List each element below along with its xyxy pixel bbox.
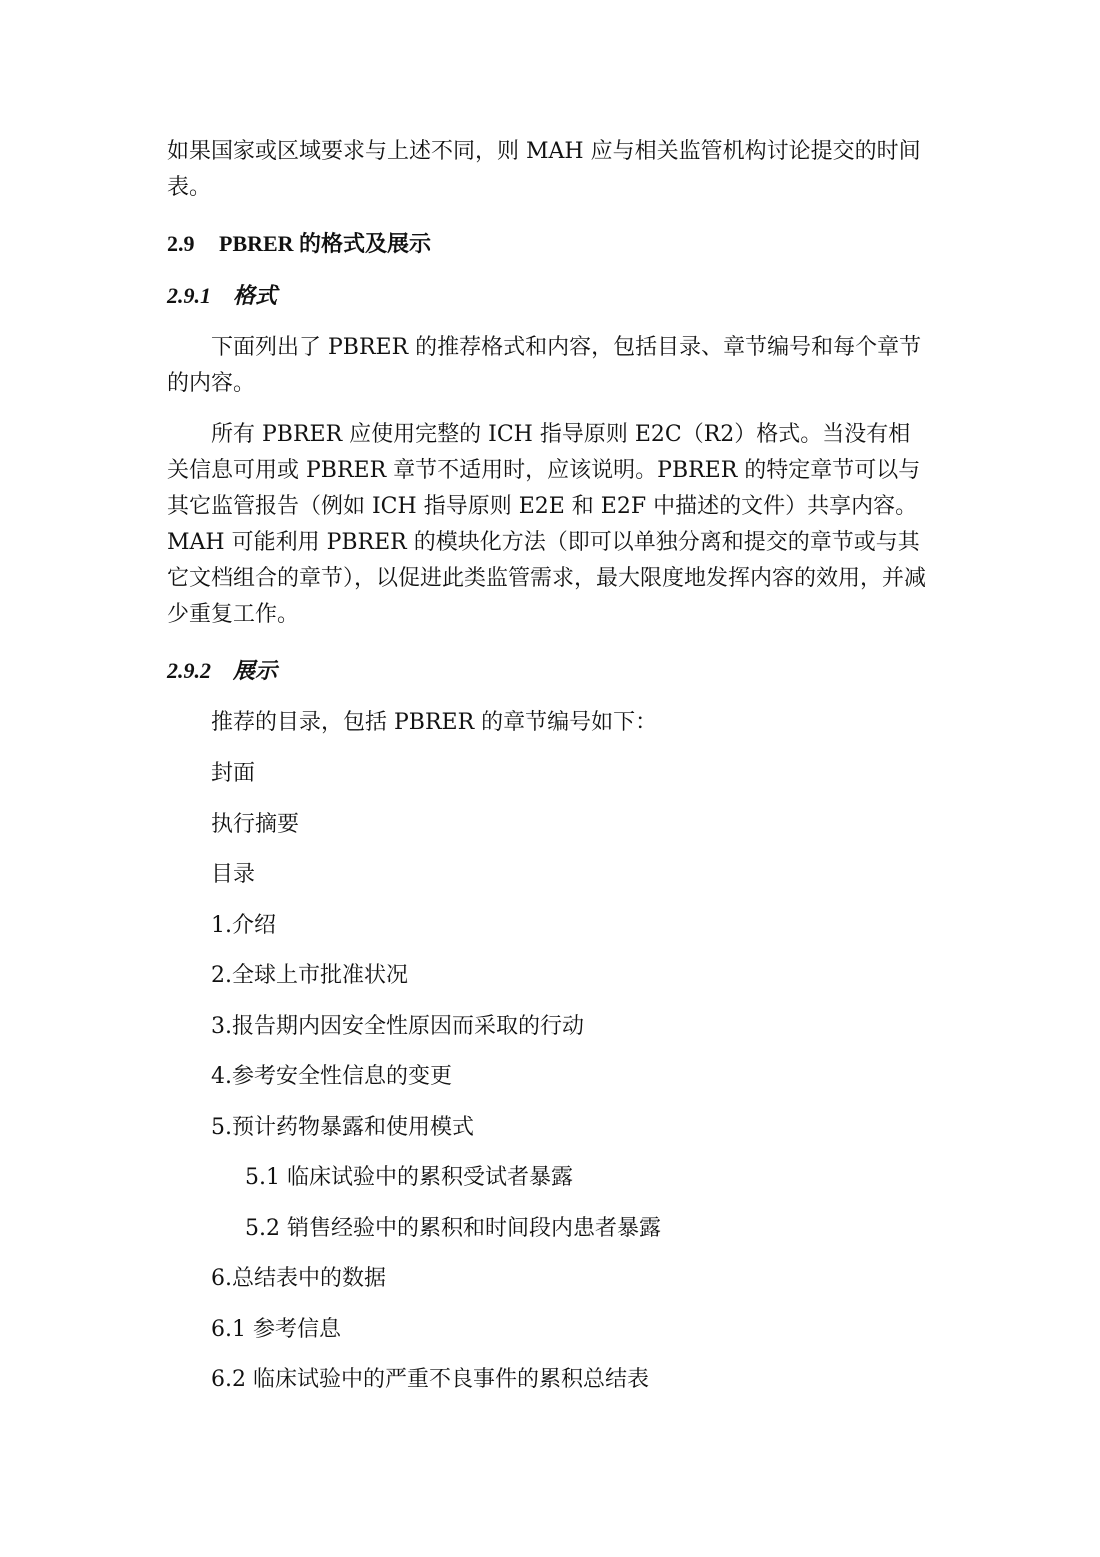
section-heading-2-9-2 (167, 656, 277, 686)
intro-paragraph: 如果国家或区域要求与上述不同，则 MAH 应与相关监管机构讨论提交的时间表。 (167, 139, 921, 200)
section-number: 2.9.2 (167, 658, 211, 683)
format-paragraph-2: 所有 PBRER 应使用完整的 ICH 指导原则 E2C（R2）格式。当没有相关信息可用或 PBRER 章节不适用时，应该说明。PBRER 的特定章节可以与其它监管报告（例如 ICH 指导原则 E2E 和 E2F 中描述的文件）共享内容。MAH 可能利用 PBRER 的模块化方法（即可以单独分离和提交的章节或与其它文档组合的章节），以促进此类监管需求，最大限度地发挥内容的效用，并减少重复工作。 (167, 422, 927, 627)
toc-item: 5.预计药物暴露和使用模式 (211, 1115, 474, 1140)
section-heading-2-9 (167, 229, 431, 259)
section-title: 格式 (233, 283, 278, 308)
toc-item: 目录 (211, 862, 256, 887)
toc-item: 2.全球上市批准状况 (211, 963, 408, 988)
toc-item: 6.2 临床试验中的严重不良事件的累积总结表 (211, 1367, 649, 1392)
toc-item: 1.介绍 (211, 913, 276, 938)
format-paragraph-1: 下面列出了 PBRER 的推荐格式和内容，包括目录、章节编号和每个章节的内容。 (167, 335, 922, 396)
toc-subitem: 5.1 临床试验中的累积受试者暴露 (245, 1165, 573, 1190)
section-title: PBRER 的格式及展示 (219, 231, 432, 256)
section-number: 2.9.1 (167, 283, 211, 308)
toc-item: 4.参考安全性信息的变更 (211, 1064, 452, 1089)
toc-subitem: 5.2 销售经验中的累积和时间段内患者暴露 (245, 1216, 661, 1241)
toc-item: 3.报告期内因安全性原因而采取的行动 (211, 1014, 584, 1039)
toc-item: 执行摘要 (211, 812, 300, 837)
presentation-intro: 推荐的目录，包括 PBRER 的章节编号如下： (211, 710, 658, 735)
section-title: 展示 (233, 658, 278, 683)
toc-item: 6.1 参考信息 (211, 1317, 341, 1342)
section-heading-2-9-1 (167, 281, 277, 311)
toc-item: 6.总结表中的数据 (211, 1266, 386, 1291)
toc-item: 封面 (211, 761, 256, 786)
section-number: 2.9 (167, 231, 195, 256)
